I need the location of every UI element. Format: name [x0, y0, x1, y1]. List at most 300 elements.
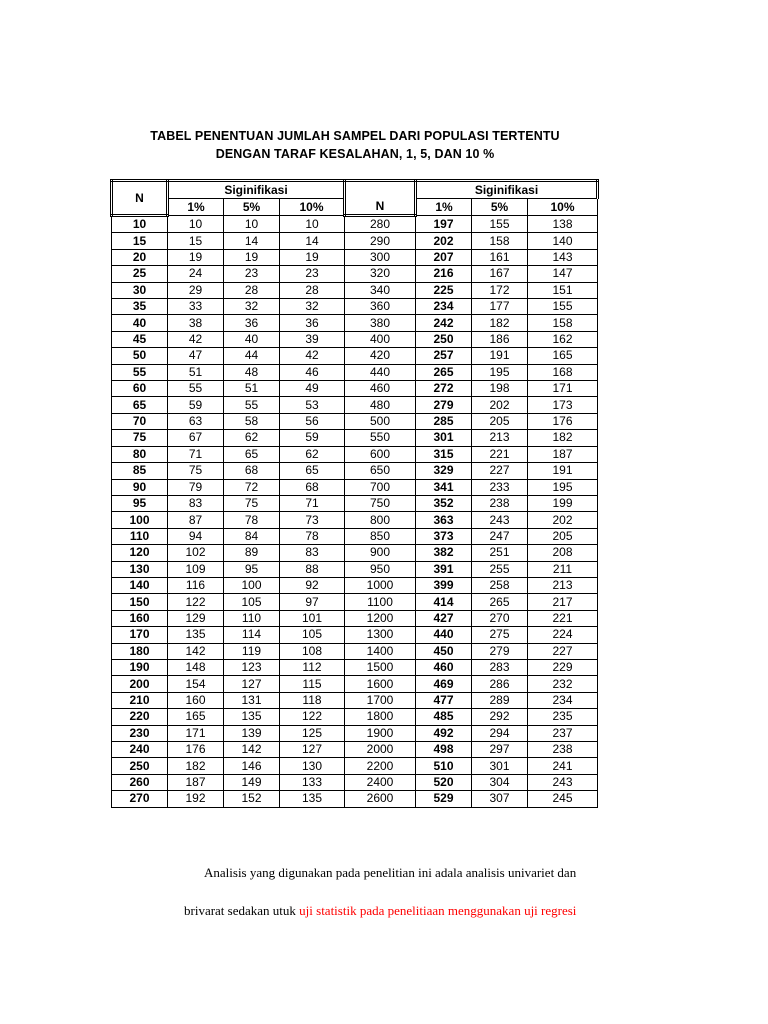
cell-pct10-left: 135 [280, 791, 345, 807]
cell-pct10-right: 232 [528, 676, 598, 692]
paragraph-line-2 [184, 903, 576, 919]
cell-pct5-left: 68 [224, 463, 280, 479]
cell-pct1-left: 83 [168, 495, 224, 511]
cell-n-left: 35 [112, 299, 168, 315]
cell-n-right: 600 [345, 446, 416, 462]
cell-n-left: 40 [112, 315, 168, 331]
cell-n-right: 1100 [345, 594, 416, 610]
table-row [112, 397, 598, 413]
cell-pct1-left: 87 [168, 512, 224, 528]
cell-n-left: 80 [112, 446, 168, 462]
cell-pct10-left: 73 [280, 512, 345, 528]
cell-pct5-right: 195 [472, 364, 528, 380]
cell-n-left: 20 [112, 249, 168, 265]
table-row [112, 331, 598, 347]
cell-n-left: 90 [112, 479, 168, 495]
cell-pct1-right: 257 [416, 348, 472, 364]
cell-n-left: 60 [112, 381, 168, 397]
cell-n-left: 140 [112, 577, 168, 593]
table-row [112, 758, 598, 774]
cell-pct10-left: 101 [280, 610, 345, 626]
cell-n-left: 75 [112, 430, 168, 446]
cell-pct10-left: 97 [280, 594, 345, 610]
cell-pct5-left: 14 [224, 233, 280, 249]
cell-pct10-left: 53 [280, 397, 345, 413]
cell-n-left: 230 [112, 725, 168, 741]
header-5-percent-right: 5% [472, 199, 528, 216]
cell-pct10-right: 151 [528, 282, 598, 298]
cell-pct5-right: 172 [472, 282, 528, 298]
cell-pct5-right: 265 [472, 594, 528, 610]
header-1-percent-right: 1% [416, 199, 472, 216]
cell-pct5-right: 297 [472, 742, 528, 758]
cell-pct5-left: 127 [224, 676, 280, 692]
table-row [112, 315, 598, 331]
cell-pct5-right: 286 [472, 676, 528, 692]
cell-pct1-right: 427 [416, 610, 472, 626]
cell-pct1-left: 24 [168, 266, 224, 282]
cell-n-left: 95 [112, 495, 168, 511]
table-title-line-1: TABEL PENENTUAN JUMLAH SAMPEL DARI POPULASI TERTENTU [150, 129, 560, 143]
cell-n-left: 15 [112, 233, 168, 249]
cell-pct1-right: 250 [416, 331, 472, 347]
cell-pct10-left: 71 [280, 495, 345, 511]
cell-pct10-left: 32 [280, 299, 345, 315]
cell-pct10-right: 168 [528, 364, 598, 380]
cell-pct1-left: 135 [168, 627, 224, 643]
cell-n-right: 2200 [345, 758, 416, 774]
cell-n-right: 300 [345, 249, 416, 265]
cell-pct5-right: 202 [472, 397, 528, 413]
cell-n-right: 2600 [345, 791, 416, 807]
cell-n-left: 160 [112, 610, 168, 626]
cell-pct10-right: 245 [528, 791, 598, 807]
cell-pct1-right: 272 [416, 381, 472, 397]
cell-pct10-left: 112 [280, 659, 345, 675]
cell-pct5-right: 227 [472, 463, 528, 479]
cell-pct1-right: 329 [416, 463, 472, 479]
table-row [112, 610, 598, 626]
cell-pct1-right: 440 [416, 627, 472, 643]
cell-pct1-right: 460 [416, 659, 472, 675]
cell-pct10-left: 125 [280, 725, 345, 741]
cell-pct5-right: 283 [472, 659, 528, 675]
cell-pct10-left: 23 [280, 266, 345, 282]
cell-pct10-right: 235 [528, 709, 598, 725]
cell-pct1-left: 176 [168, 742, 224, 758]
cell-n-left: 210 [112, 692, 168, 708]
cell-n-right: 460 [345, 381, 416, 397]
cell-pct10-left: 62 [280, 446, 345, 462]
cell-pct5-left: 123 [224, 659, 280, 675]
header-signifikasi-right: Siginifikasi [416, 181, 598, 199]
cell-pct10-left: 92 [280, 577, 345, 593]
cell-pct10-right: 158 [528, 315, 598, 331]
cell-pct1-right: 382 [416, 545, 472, 561]
cell-n-right: 750 [345, 495, 416, 511]
cell-n-left: 100 [112, 512, 168, 528]
cell-pct1-left: 182 [168, 758, 224, 774]
cell-pct1-right: 301 [416, 430, 472, 446]
table-row [112, 725, 598, 741]
table-row [112, 348, 598, 364]
cell-n-right: 340 [345, 282, 416, 298]
cell-pct1-left: 55 [168, 381, 224, 397]
cell-pct5-left: 119 [224, 643, 280, 659]
cell-pct10-right: 182 [528, 430, 598, 446]
cell-n-left: 65 [112, 397, 168, 413]
cell-pct1-right: 197 [416, 216, 472, 233]
cell-n-right: 950 [345, 561, 416, 577]
cell-pct5-right: 182 [472, 315, 528, 331]
cell-n-left: 30 [112, 282, 168, 298]
cell-pct10-right: 208 [528, 545, 598, 561]
cell-n-right: 380 [345, 315, 416, 331]
cell-n-left: 180 [112, 643, 168, 659]
cell-pct10-left: 127 [280, 742, 345, 758]
cell-pct10-left: 65 [280, 463, 345, 479]
cell-n-right: 1000 [345, 577, 416, 593]
table-row [112, 643, 598, 659]
cell-pct5-left: 105 [224, 594, 280, 610]
cell-pct1-left: 63 [168, 413, 224, 429]
cell-n-right: 1700 [345, 692, 416, 708]
cell-n-right: 2000 [345, 742, 416, 758]
sample-size-table [110, 179, 599, 808]
table-title-line-2: DENGAN TARAF KESALAHAN, 1, 5, DAN 10 % [215, 147, 495, 161]
cell-n-right: 500 [345, 413, 416, 429]
cell-n-right: 400 [345, 331, 416, 347]
cell-pct5-right: 186 [472, 331, 528, 347]
cell-pct1-right: 477 [416, 692, 472, 708]
cell-pct1-right: 363 [416, 512, 472, 528]
cell-pct10-left: 28 [280, 282, 345, 298]
cell-pct1-right: 341 [416, 479, 472, 495]
cell-pct1-right: 207 [416, 249, 472, 265]
header-10-percent-left: 10% [280, 199, 345, 216]
cell-n-left: 50 [112, 348, 168, 364]
cell-n-left: 10 [112, 216, 168, 233]
table-row [112, 577, 598, 593]
cell-pct5-left: 10 [224, 216, 280, 233]
cell-pct1-right: 373 [416, 528, 472, 544]
cell-pct10-left: 10 [280, 216, 345, 233]
cell-n-right: 550 [345, 430, 416, 446]
cell-n-right: 290 [345, 233, 416, 249]
table-row [112, 692, 598, 708]
cell-n-left: 130 [112, 561, 168, 577]
header-row-top [112, 181, 598, 199]
cell-pct5-right: 238 [472, 495, 528, 511]
cell-n-right: 440 [345, 364, 416, 380]
cell-pct1-right: 216 [416, 266, 472, 282]
cell-pct1-right: 279 [416, 397, 472, 413]
cell-pct5-right: 243 [472, 512, 528, 528]
cell-pct5-right: 198 [472, 381, 528, 397]
cell-pct10-right: 213 [528, 577, 598, 593]
cell-pct1-left: 171 [168, 725, 224, 741]
cell-pct10-right: 171 [528, 381, 598, 397]
cell-n-left: 55 [112, 364, 168, 380]
cell-pct10-right: 176 [528, 413, 598, 429]
cell-pct1-right: 234 [416, 299, 472, 315]
cell-pct10-left: 122 [280, 709, 345, 725]
cell-pct5-right: 292 [472, 709, 528, 725]
cell-pct10-right: 187 [528, 446, 598, 462]
cell-pct5-right: 177 [472, 299, 528, 315]
cell-pct1-left: 15 [168, 233, 224, 249]
table-row [112, 381, 598, 397]
cell-n-left: 85 [112, 463, 168, 479]
cell-pct5-right: 270 [472, 610, 528, 626]
cell-n-right: 320 [345, 266, 416, 282]
cell-pct1-right: 399 [416, 577, 472, 593]
cell-pct10-left: 78 [280, 528, 345, 544]
header-10-percent-right: 10% [528, 199, 598, 216]
cell-pct5-left: 114 [224, 627, 280, 643]
cell-pct5-left: 44 [224, 348, 280, 364]
cell-pct5-right: 289 [472, 692, 528, 708]
cell-pct10-left: 36 [280, 315, 345, 331]
table-row [112, 594, 598, 610]
cell-pct10-right: 140 [528, 233, 598, 249]
cell-pct5-left: 28 [224, 282, 280, 298]
cell-pct5-right: 307 [472, 791, 528, 807]
table-row [112, 216, 598, 233]
table-row [112, 413, 598, 429]
cell-pct5-right: 279 [472, 643, 528, 659]
cell-pct10-left: 108 [280, 643, 345, 659]
cell-pct1-left: 94 [168, 528, 224, 544]
cell-pct1-left: 19 [168, 249, 224, 265]
cell-pct1-right: 520 [416, 774, 472, 790]
table-row [112, 479, 598, 495]
cell-pct10-right: 234 [528, 692, 598, 708]
cell-pct1-left: 148 [168, 659, 224, 675]
cell-n-left: 220 [112, 709, 168, 725]
cell-pct1-left: 192 [168, 791, 224, 807]
table-row [112, 512, 598, 528]
cell-pct1-right: 225 [416, 282, 472, 298]
cell-pct1-left: 59 [168, 397, 224, 413]
cell-pct5-left: 146 [224, 758, 280, 774]
cell-n-right: 900 [345, 545, 416, 561]
cell-n-left: 270 [112, 791, 168, 807]
cell-pct1-left: 109 [168, 561, 224, 577]
cell-pct1-right: 450 [416, 643, 472, 659]
cell-pct1-left: 116 [168, 577, 224, 593]
cell-pct10-left: 68 [280, 479, 345, 495]
table-row [112, 299, 598, 315]
cell-pct5-left: 95 [224, 561, 280, 577]
table-row [112, 774, 598, 790]
cell-pct1-left: 29 [168, 282, 224, 298]
cell-n-right: 1300 [345, 627, 416, 643]
cell-pct10-right: 191 [528, 463, 598, 479]
cell-pct5-left: 84 [224, 528, 280, 544]
cell-pct10-right: 237 [528, 725, 598, 741]
cell-pct10-right: 155 [528, 299, 598, 315]
cell-n-left: 150 [112, 594, 168, 610]
cell-pct5-right: 191 [472, 348, 528, 364]
cell-pct5-right: 294 [472, 725, 528, 741]
cell-pct10-right: 243 [528, 774, 598, 790]
cell-n-right: 420 [345, 348, 416, 364]
cell-pct5-left: 78 [224, 512, 280, 528]
table-row [112, 528, 598, 544]
cell-pct1-right: 242 [416, 315, 472, 331]
paragraph-line-2-highlight: uji statistik pada penelitiaan menggunakan uji regresi [299, 903, 577, 918]
cell-n-right: 1900 [345, 725, 416, 741]
cell-n-left: 260 [112, 774, 168, 790]
cell-pct5-right: 233 [472, 479, 528, 495]
cell-pct5-left: 89 [224, 545, 280, 561]
cell-n-left: 250 [112, 758, 168, 774]
cell-n-right: 480 [345, 397, 416, 413]
cell-pct5-right: 301 [472, 758, 528, 774]
cell-pct1-left: 10 [168, 216, 224, 233]
cell-n-right: 2400 [345, 774, 416, 790]
cell-pct10-left: 56 [280, 413, 345, 429]
cell-pct1-left: 165 [168, 709, 224, 725]
cell-pct5-right: 251 [472, 545, 528, 561]
cell-pct5-right: 221 [472, 446, 528, 462]
header-5-percent-left: 5% [224, 199, 280, 216]
cell-pct1-right: 485 [416, 709, 472, 725]
cell-pct5-left: 131 [224, 692, 280, 708]
cell-pct1-right: 510 [416, 758, 472, 774]
cell-pct1-right: 492 [416, 725, 472, 741]
cell-n-left: 120 [112, 545, 168, 561]
cell-n-right: 1200 [345, 610, 416, 626]
table-row [112, 561, 598, 577]
table-row [112, 545, 598, 561]
cell-pct5-left: 110 [224, 610, 280, 626]
cell-n-left: 45 [112, 331, 168, 347]
cell-pct10-left: 133 [280, 774, 345, 790]
cell-pct5-left: 75 [224, 495, 280, 511]
cell-pct5-left: 152 [224, 791, 280, 807]
cell-pct10-right: 162 [528, 331, 598, 347]
cell-pct1-right: 529 [416, 791, 472, 807]
table-row [112, 791, 598, 807]
cell-pct1-right: 469 [416, 676, 472, 692]
table-row [112, 233, 598, 249]
cell-pct1-left: 47 [168, 348, 224, 364]
cell-pct5-left: 62 [224, 430, 280, 446]
header-signifikasi-left: Siginifikasi [168, 181, 345, 199]
cell-pct10-right: 238 [528, 742, 598, 758]
cell-pct10-right: 165 [528, 348, 598, 364]
cell-pct10-right: 173 [528, 397, 598, 413]
table-row [112, 463, 598, 479]
cell-pct10-right: 199 [528, 495, 598, 511]
cell-n-right: 360 [345, 299, 416, 315]
cell-n-right: 800 [345, 512, 416, 528]
cell-pct1-left: 154 [168, 676, 224, 692]
cell-pct10-left: 19 [280, 249, 345, 265]
cell-pct5-left: 48 [224, 364, 280, 380]
cell-pct5-left: 142 [224, 742, 280, 758]
cell-pct10-left: 49 [280, 381, 345, 397]
cell-pct5-left: 36 [224, 315, 280, 331]
paragraph-line-1: Analisis yang digunakan pada penelitian ini adala analisis univariet dan [204, 865, 577, 880]
cell-pct5-right: 258 [472, 577, 528, 593]
cell-pct1-left: 122 [168, 594, 224, 610]
cell-n-right: 280 [345, 216, 416, 233]
cell-n-right: 650 [345, 463, 416, 479]
cell-pct10-right: 195 [528, 479, 598, 495]
table-row [112, 446, 598, 462]
cell-pct10-left: 130 [280, 758, 345, 774]
cell-pct5-left: 32 [224, 299, 280, 315]
cell-n-left: 25 [112, 266, 168, 282]
cell-pct5-right: 213 [472, 430, 528, 446]
header-n-right: N [345, 181, 416, 216]
cell-pct10-left: 14 [280, 233, 345, 249]
table-row [112, 676, 598, 692]
cell-pct10-right: 211 [528, 561, 598, 577]
cell-pct5-right: 167 [472, 266, 528, 282]
cell-pct5-right: 155 [472, 216, 528, 233]
cell-pct1-left: 67 [168, 430, 224, 446]
table-row [112, 282, 598, 298]
cell-pct5-left: 58 [224, 413, 280, 429]
cell-pct5-right: 247 [472, 528, 528, 544]
cell-pct10-right: 143 [528, 249, 598, 265]
cell-pct1-right: 285 [416, 413, 472, 429]
cell-pct5-left: 139 [224, 725, 280, 741]
cell-pct1-left: 42 [168, 331, 224, 347]
cell-pct1-left: 75 [168, 463, 224, 479]
table-row [112, 495, 598, 511]
cell-n-right: 1600 [345, 676, 416, 692]
cell-n-left: 170 [112, 627, 168, 643]
table-row [112, 430, 598, 446]
cell-pct5-left: 65 [224, 446, 280, 462]
table-body [112, 216, 598, 808]
cell-pct10-left: 42 [280, 348, 345, 364]
cell-pct10-left: 105 [280, 627, 345, 643]
cell-pct5-left: 19 [224, 249, 280, 265]
table-row [112, 266, 598, 282]
cell-pct10-right: 202 [528, 512, 598, 528]
cell-pct10-right: 138 [528, 216, 598, 233]
header-1-percent-left: 1% [168, 199, 224, 216]
cell-pct10-left: 118 [280, 692, 345, 708]
table-row [112, 709, 598, 725]
cell-n-left: 240 [112, 742, 168, 758]
paragraph-line-2-text: brivarat sedakan utuk [184, 903, 300, 918]
cell-pct5-left: 100 [224, 577, 280, 593]
cell-pct1-left: 38 [168, 315, 224, 331]
cell-pct10-left: 59 [280, 430, 345, 446]
cell-pct5-right: 255 [472, 561, 528, 577]
cell-pct1-right: 202 [416, 233, 472, 249]
table-row [112, 627, 598, 643]
cell-pct10-left: 115 [280, 676, 345, 692]
cell-pct10-right: 205 [528, 528, 598, 544]
cell-pct5-left: 72 [224, 479, 280, 495]
cell-pct10-right: 147 [528, 266, 598, 282]
cell-n-left: 190 [112, 659, 168, 675]
cell-pct5-left: 40 [224, 331, 280, 347]
cell-pct5-left: 55 [224, 397, 280, 413]
cell-pct5-left: 51 [224, 381, 280, 397]
cell-pct10-right: 227 [528, 643, 598, 659]
cell-pct5-left: 23 [224, 266, 280, 282]
cell-pct5-left: 135 [224, 709, 280, 725]
